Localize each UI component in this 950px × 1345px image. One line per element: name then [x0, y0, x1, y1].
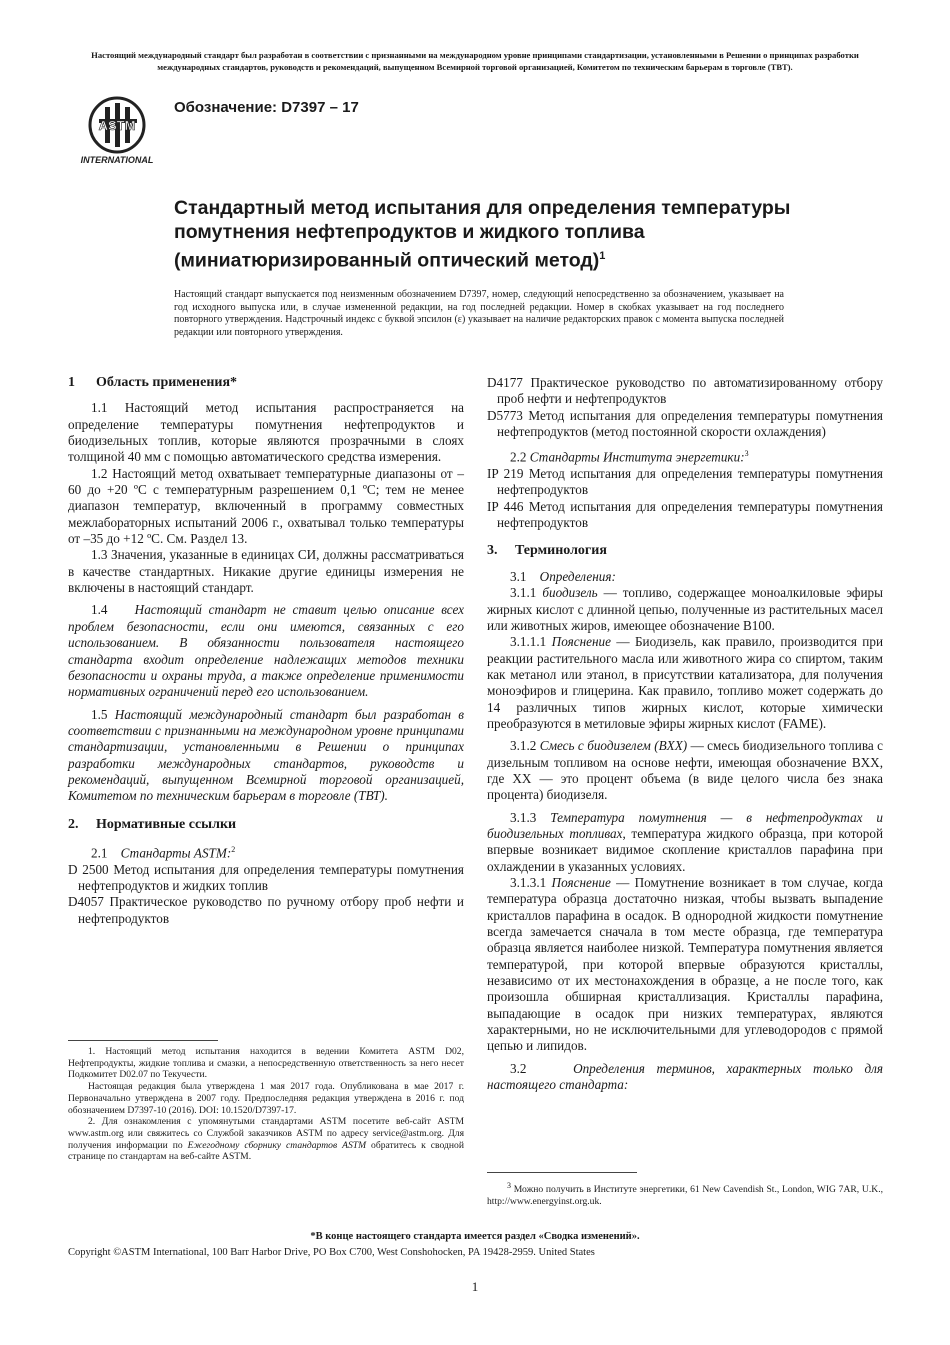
reference-d4177: D4177 Практическое руководство по автоматизированному отбору проб нефти и нефтепродуктов [487, 375, 883, 407]
paragraph-3-1: 3.1 Определения: [510, 568, 616, 584]
copyright: Copyright ©ASTM International, 100 Barr Harbor Drive, PO Box C700, West Conshohocken, PA 19428-2959. United States [68, 1247, 595, 1258]
wto-notice: Настоящий международный стандарт был разработан в соответствии с признанными на международном уровне принципами стандартизации, установленными в Решении о принципах разработки международных стандартов, руководств и рекомендаций, выпущенном Всемирной торговой организацией, Комитетом по техническим барьерам в торговле (ТВТ). [91, 50, 859, 72]
designation: Обозначение: D7397 – 17 [174, 99, 359, 116]
logo-text: ASTM [98, 118, 136, 133]
paragraph-3-1-3: 3.1.3 Температура помутнения — в нефтепродуктах и биодизельных топливах, температура жидкого образца, при которой впервые возникает видимое скопление кристаллов парафина при охлаждении в указанных условиях. [487, 809, 884, 874]
intro-paragraph: Настоящий стандарт выпускается под неизменным обозначением D7397, номер, следующий непосредственно за обозначением, указывает на год исходного выпуска или, в случае измененной редакции, на год последней редакции. Номер в скобках указывает на год последнего повторного утверждения. Надстрочный индекс с буквой эпсилон (ε) указывает на наличие редакторских правок с момента выпуска последней редакции или повторного утверждения. [174, 289, 784, 338]
paragraph-3-1-1-1: 3.1.1.1 Пояснение — Биодизель, как правило, производится при реакции растительного масла или животного жира со спиртом, таким как метанол или этанол, в присутствии катализатора, для получения моноэфиров и глицерина. Как правило, топливо может содержать до 14 различных типов жирных кислот, которые химически преобразуются в метиловые эфиры жирных кислот (FAME). [487, 634, 884, 731]
footnote-2: 2. Для ознакомления с упомянутыми стандартами ASTM посетите веб-сайт ASTM www.astm.org или свяжитесь со Службой заказчиков ASTM по адресу service@astm.org. Для получения информации по Ежегодному сборнику стандартов ASTM обратитесь к сводной странице по стандартам на веб-сайте ASTM. [68, 1116, 464, 1163]
footnote-rule-right [487, 1172, 637, 1173]
footnote-rule-left [68, 1040, 218, 1041]
page-number: 1 [471, 1279, 479, 1294]
title-text: Стандартный метод испытания для определения температуры помутнения нефтепродуктов и жидкого топлива (миниатюризированный оптический метод) [174, 197, 791, 272]
summary-of-changes-note: *В конце настоящего стандарта имеется раздел «Сводка изменений». [310, 1231, 640, 1242]
right-column [487, 375, 883, 1093]
paragraph-3-1-2: 3.1.2 Смесь с биодизелем (BXX) — смесь биодизельного топлива с дизельным топливом на основе нефти, имеющая обозначение BXX, где XX — это процент объема (в виде целого числа без знака процента) биодизеля. [487, 738, 883, 803]
reference-ip219: IP 219 Метод испытания для определения температуры помутнения нефтепродуктов [487, 466, 883, 498]
section-1-heading: 1 Область применения* [68, 375, 238, 390]
reference-ip446: IP 446 Метод испытания для определения температуры помутнения нефтепродуктов [487, 498, 883, 531]
document-title [174, 196, 834, 273]
paragraph-2-1: 2.1 Стандарты ASTM:$^2$ [91, 844, 236, 861]
logo-subtext: INTERNATIONAL [80, 155, 154, 165]
reference-d5773: D5773 Метод испытания для определения температуры помутнения нефтепродуктов (метод постоянной скорости охлаждения) [487, 407, 883, 440]
paragraph-1-4: 1.4 Настоящий стандарт не ставит целью описание всех проблем безопасности, если они имеются, связанных с его использованием. В обязанности пользователя настоящего стандарта входит определение надлежащих методов техники безопасности и охраны труда, а также определение применимости нормативных ограничений перед его использованием. [68, 602, 465, 700]
reference-d2500: D 2500 Метод испытания для определения температуры помутнения нефтепродуктов и жидких топлив [68, 861, 464, 894]
astm-logo [75, 93, 160, 165]
paragraph-3-1-3-1: 3.1.3.1 Пояснение — Помутнение возникает в том случае, когда температура образца достаточно низкая, чтобы вызвать выпадение кристаллов парафина в осадок. В однородной жидкости помутнение всегда замечается сначала в том месте образца, где температура образца является наиболее низкой. Температура помутнения является температурой, при которой впервые образуются кристаллы, независимо от их местонахождения в образце, а не после того, как произошла обширная кристаллизация. Кристаллы парафина, выпадающие в осадок при низких температурах, являются характерными, но не исключительными для углеводородов с прямой цепью и липидов. [487, 875, 883, 1054]
section-3-heading: 3. Терминология [487, 543, 607, 559]
footnote-3: $^3$ Можно получить в Институте энергетики, 61 New Cavendish St., London, WIG 7AR, U.K., http://www.energyinst.org.uk. [487, 1181, 883, 1207]
paragraph-3-2: 3.2 Определения терминов, характерных только для настоящего стандарта: [487, 1060, 884, 1093]
paragraph-3-1-1: 3.1.1 биодизель — топливо, содержащее моноалкиловые эфиры жирных кислот с длинной цепью, полученные из растительных масел или животных жиров, имеющее обозначение B100. [487, 585, 883, 633]
section-2-heading: 2. Нормативные ссылки [68, 816, 237, 832]
paragraph-1-2: 1.2 Настоящий метод охватывает температурные диапазоны от –60 до +20 ºC с температурным разрешением 0,1 ºC; тем не менее диапазон температур, включенный в программу совместных межлабораторных испытаний 2006 г., охватывал только температуры от –35 до +12 ºC. См. Раздел 13. [68, 465, 464, 547]
paragraph-1-1: 1.1 Настоящий метод испытания распространяется на определение температуры помутнения нефтепродуктов и биодизельных топлив, которые являются прозрачными в слоях толщиной 40 мм с помощью автоматического средства измерения. [68, 400, 464, 465]
paragraph-2-2: 2.2 Стандарты Института энергетики:$^3$ [510, 449, 749, 465]
footnote-1-revision: Настоящая редакция была утверждена 1 мая 2017 года. Опубликована в мае 2017 г. Первоначально утверждена в 2007 году. Предпоследняя редакция утверждена в 2016 г. под обозначением D7397-10 (2016). DOI: 10.1520/D7397-17. [68, 1081, 464, 1116]
footnote-1: 1. Настоящий метод испытания находится в ведении Комитета ASTM D02, Нефтепродукты, жидкие топлива и смазки, а непосредственную ответственность за него несет Подкомитет D02.07 по Текучести. [68, 1046, 464, 1081]
left-column [68, 375, 464, 927]
paragraph-1-3: 1.3 Значения, указанные в единицах СИ, должны рассматриваться в качестве стандартных. Никакие другие единицы измерения не включены в настоящий стандарт. [68, 547, 464, 596]
paragraph-1-5: 1.5 Настоящий международный стандарт был разработан в соответствии с признанными на международном уровне принципами стандартизации, установленными в Решении о принципах разработки международных стандартов, руководств и рекомендаций, выпущенном Всемирной торговой организацией, Комитетом по техническим барьерам в торговле (ТВТ). [68, 706, 464, 804]
footnotes-left [68, 1046, 464, 1163]
reference-d4057: D4057 Практическое руководство по ручному отбору проб нефти и нефтепродуктов [68, 894, 464, 926]
title-footnote-mark: 1 [599, 250, 606, 262]
